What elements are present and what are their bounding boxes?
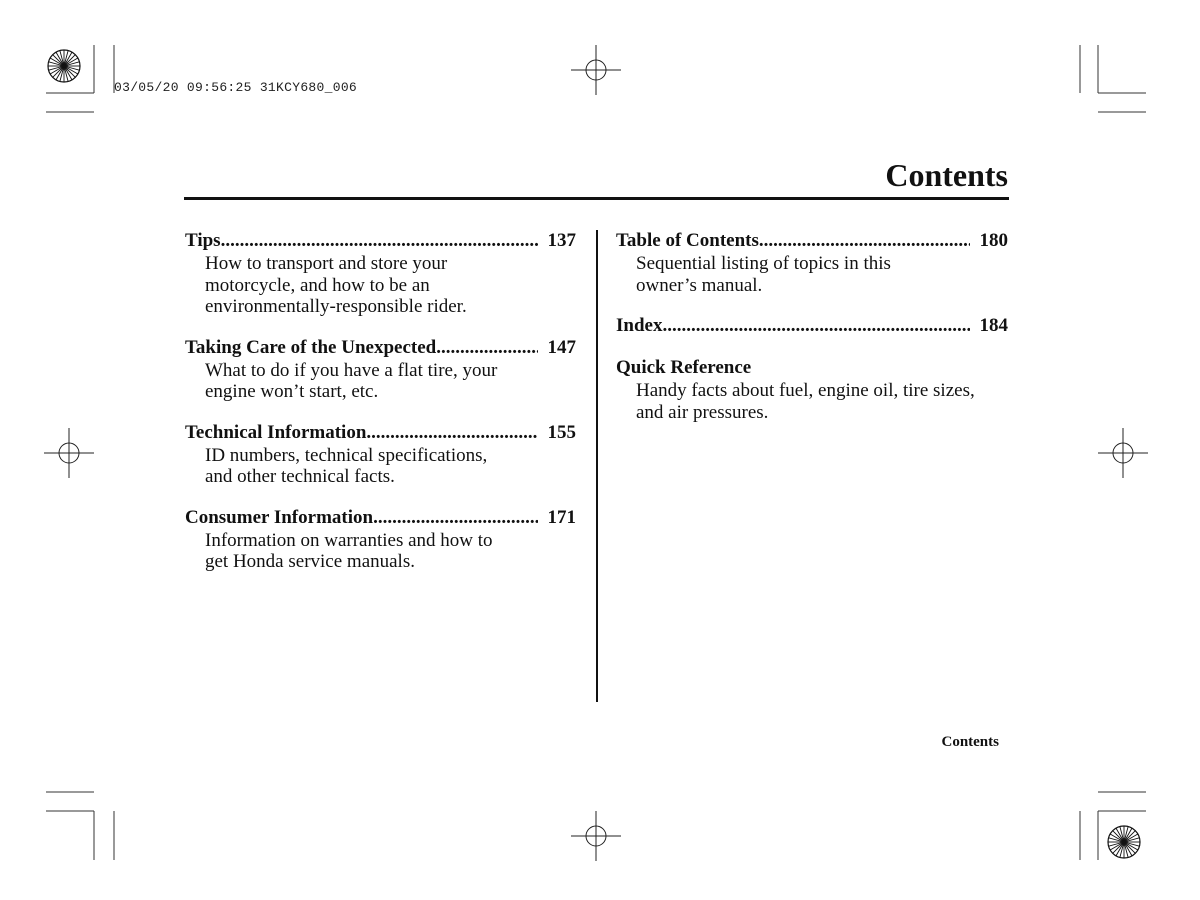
contents-entry[interactable] xyxy=(616,229,1008,296)
entry-page-number: 137 xyxy=(547,230,576,251)
column-divider xyxy=(596,230,598,702)
contents-entry[interactable] xyxy=(616,356,1008,423)
running-footer: Contents xyxy=(941,734,999,750)
entry-heading[interactable] xyxy=(185,506,576,530)
entry-page-number: 184 xyxy=(979,315,1008,336)
description-line: ID numbers, technical specifications, xyxy=(205,444,488,466)
entry-page-number: 147 xyxy=(547,336,576,358)
entry-title: Technical Information xyxy=(185,421,367,443)
description-line: owner’s manual. xyxy=(636,274,763,296)
description-line: engine won’t start, etc. xyxy=(205,381,379,402)
description-line: Sequential listing of topics in this xyxy=(636,253,891,274)
contents-entry[interactable] xyxy=(185,229,576,318)
dot-leader xyxy=(373,506,537,530)
description-line: Handy facts about fuel, engine oil, tire sizes, xyxy=(636,380,975,401)
description-line: What to do if you have a flat tire, your xyxy=(205,359,498,381)
entry-description xyxy=(185,253,576,318)
dot-leader xyxy=(221,229,538,253)
dot-leader xyxy=(366,421,537,445)
entry-heading[interactable] xyxy=(185,336,576,360)
entry-heading[interactable] xyxy=(185,421,576,445)
registration-starburst-icon xyxy=(48,50,80,82)
crosshair-icon xyxy=(571,811,621,861)
contents-entry[interactable] xyxy=(185,506,576,573)
entry-description xyxy=(185,530,576,573)
page-title: Contents xyxy=(885,157,1008,193)
crosshair-icon xyxy=(44,428,94,478)
description-line: Information on warranties and how to xyxy=(205,529,493,551)
entry-title: Tips xyxy=(185,230,221,251)
contents-entry[interactable] xyxy=(185,336,576,403)
crosshair-icon xyxy=(1098,428,1148,478)
description-line: and air pressures. xyxy=(636,401,769,423)
contents-column-left xyxy=(185,229,576,591)
title-rule xyxy=(184,197,1009,200)
entry-heading[interactable] xyxy=(616,314,1008,338)
entry-title: Consumer Information xyxy=(185,506,374,528)
description-line: and other technical facts. xyxy=(205,466,395,487)
crosshair-icon xyxy=(571,45,621,95)
print-job-info: 03/05/20 09:56:25 31KCY680_006 xyxy=(114,80,358,95)
description-line: motorcycle, and how to be an xyxy=(205,274,430,296)
entry-heading[interactable] xyxy=(616,229,1008,253)
entry-heading[interactable] xyxy=(185,229,576,253)
description-line: environmentally-responsible rider. xyxy=(205,296,467,317)
entry-page-number: 155 xyxy=(547,421,576,443)
entry-title: Index xyxy=(616,315,663,336)
contents-entry[interactable] xyxy=(185,421,576,488)
entry-description xyxy=(616,380,1008,423)
entry-page-number: 180 xyxy=(979,230,1008,251)
contents-entry[interactable] xyxy=(616,314,1008,338)
entry-title: Taking Care of the Unexpected xyxy=(185,336,437,358)
registration-starburst-icon xyxy=(1108,826,1140,858)
entry-description xyxy=(185,445,576,488)
dot-leader xyxy=(662,314,969,338)
description-line: get Honda service manuals. xyxy=(205,551,415,572)
entry-heading[interactable] xyxy=(616,356,1008,380)
entry-title: Table of Contents xyxy=(616,230,759,251)
entry-title: Quick Reference xyxy=(616,357,752,378)
dot-leader xyxy=(759,229,970,253)
entry-page-number: 171 xyxy=(547,506,576,528)
entry-description xyxy=(616,253,1008,296)
description-line: How to transport and store your xyxy=(205,253,448,274)
contents-column-right xyxy=(616,229,1008,441)
entry-description xyxy=(185,360,576,403)
dot-leader xyxy=(436,336,537,360)
